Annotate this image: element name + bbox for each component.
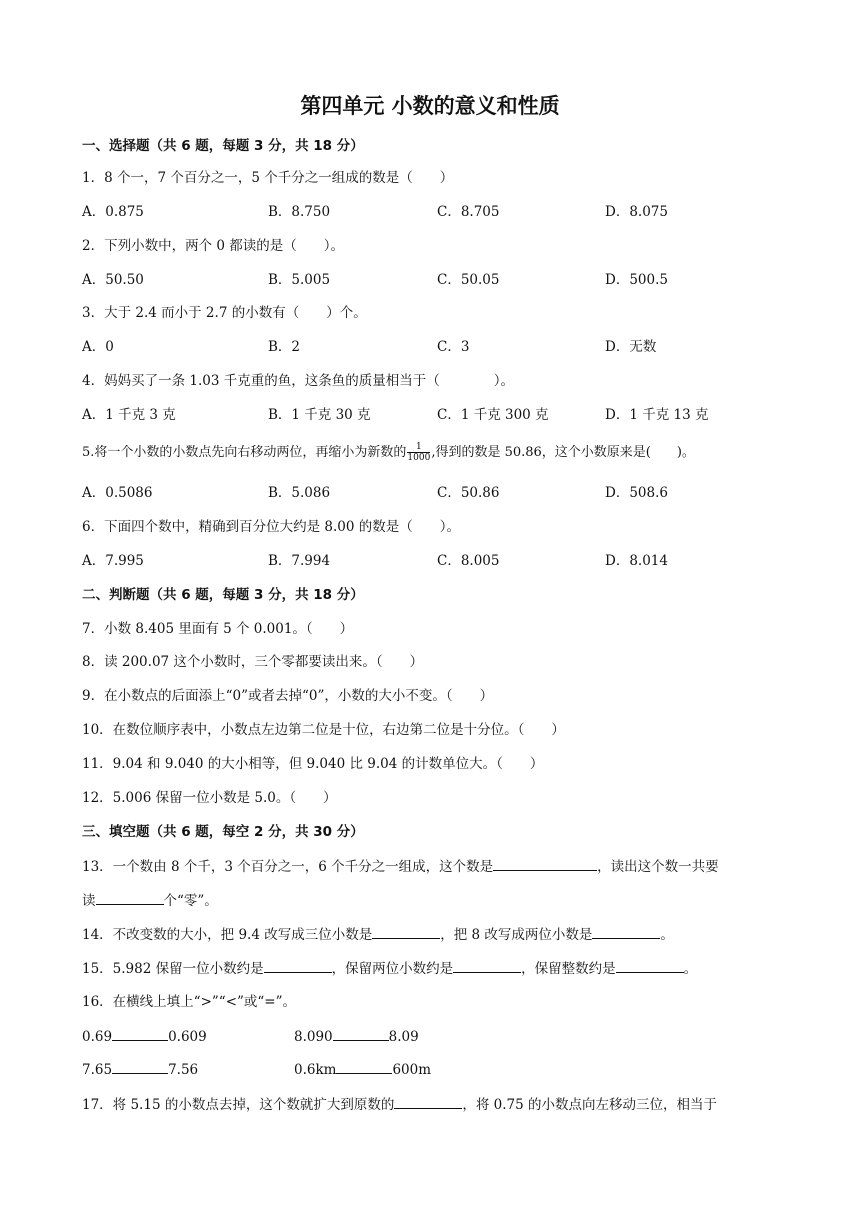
question-3: 3．大于 2.4 而小于 2.7 的小数有（ ）个。 (82, 305, 367, 321)
option-c: C．8.705 (437, 204, 500, 220)
question-17-text: ，将 0.75 的小数点向左移动三位，相当于 (462, 1097, 717, 1113)
question-17 (82, 1094, 717, 1115)
option-c: C．8.005 (437, 553, 500, 569)
page-title: 第四单元 小数的意义和性质 (300, 94, 560, 118)
compare-item (294, 1026, 419, 1047)
option-a: A．0 (82, 339, 114, 355)
answer-blank[interactable] (333, 1026, 389, 1041)
question-5 (82, 442, 695, 463)
option-a: A．7.995 (82, 553, 144, 569)
compare-right: 0.609 (168, 1029, 207, 1045)
question-10: 10．在数位顺序表中，小数点左边第二位是十位，右边第二位是十分位。（ ） (82, 722, 565, 738)
question-4: 4．妈妈买了一条 1.03 千克重的鱼，这条鱼的质量相当于（ ）。 (82, 373, 514, 389)
compare-item (294, 1059, 431, 1080)
option-d: D．500.5 (605, 272, 668, 288)
section-heading-fill: 三、填空题（共 6 题，每空 2 分，共 30 分） (82, 824, 364, 840)
question-15-text: 15．5.982 保留一位小数约是 (82, 961, 264, 977)
option-a: A．0.5086 (82, 485, 153, 501)
question-13-text: 13．一个数由 8 个千，3 个百分之一，6 个千分之一组成，这个数是 (82, 859, 494, 875)
question-15-text: ，保留整数约是 (521, 961, 616, 977)
compare-item (82, 1026, 207, 1047)
option-b: B．7.994 (268, 553, 331, 569)
question-6: 6．下面四个数中，精确到百分位大约是 8.00 的数是（ ）。 (82, 519, 460, 535)
question-12: 12．5.006 保留一位小数是 5.0。（ ） (82, 790, 337, 806)
question-14 (82, 924, 674, 945)
compare-left: 7.65 (82, 1062, 113, 1078)
question-13-continued (82, 890, 218, 911)
option-d: D．508.6 (605, 485, 668, 501)
question-8: 8．读 200.07 这个小数时，三个零都要读出来。（ ） (82, 654, 424, 670)
section-heading-judge: 二、判断题（共 6 题，每题 3 分，共 18 分） (82, 587, 364, 603)
answer-blank[interactable] (372, 924, 440, 939)
answer-blank[interactable] (112, 1026, 168, 1041)
option-c: C．3 (437, 339, 470, 355)
question-14-text: 14．不改变数的大小，把 9.4 改写成三位小数是 (82, 927, 373, 943)
question-15-text: ，保留两位小数约是 (331, 961, 454, 977)
question-1: 1．8 个一，7 个百分之一，5 个千分之一组成的数是（ ） (82, 170, 454, 186)
fraction-denominator: 1000 (407, 453, 431, 463)
question-13-text: ，读出这个数一共要 (597, 859, 719, 875)
option-b: B．5.086 (268, 485, 331, 501)
compare-right: 7.56 (168, 1062, 199, 1078)
compare-right: 600m (392, 1062, 432, 1078)
option-a: A．50.50 (82, 272, 144, 288)
question-2: 2．下列小数中，两个 0 都读的是（ ）。 (82, 238, 345, 254)
answer-blank[interactable] (112, 1059, 168, 1074)
question-13-text: 个“零”。 (163, 893, 218, 909)
option-c: C．1 千克 300 克 (437, 407, 549, 423)
option-b: B．5.005 (268, 272, 331, 288)
option-d: D．1 千克 13 克 (605, 407, 709, 423)
fraction-numerator: 1 (407, 442, 430, 453)
option-b: B．8.750 (268, 204, 331, 220)
question-5-text-after: ,得到的数是 50.86，这个小数原来是( )。 (431, 445, 695, 460)
answer-blank[interactable] (336, 1059, 392, 1074)
question-7: 7．小数 8.405 里面有 5 个 0.001。（ ） (82, 621, 354, 637)
compare-item (82, 1059, 198, 1080)
question-11: 11．9.04 和 9.040 的大小相等，但 9.040 比 9.04 的计数单位大。（ ） (82, 756, 544, 772)
answer-blank[interactable] (264, 958, 332, 973)
option-a: A．1 千克 3 克 (82, 407, 176, 423)
answer-blank[interactable] (616, 958, 684, 973)
option-d: D．无数 (605, 339, 657, 355)
option-a: A．0.875 (82, 204, 144, 220)
question-9: 9．在小数点的后面添上“0”或者去掉“0”，小数的大小不变。（ ） (82, 688, 494, 704)
answer-blank[interactable] (592, 924, 660, 939)
answer-blank[interactable] (394, 1094, 462, 1109)
question-14-text: 。 (660, 927, 674, 943)
question-17-text: 17．将 5.15 的小数点去掉，这个数就扩大到原数的 (82, 1097, 395, 1113)
compare-left: 0.6km (294, 1062, 337, 1078)
option-b: B．1 千克 30 克 (268, 407, 371, 423)
question-16: 16．在横线上填上“>”“<”或“=”。 (82, 994, 297, 1010)
option-c: C．50.86 (437, 485, 500, 501)
question-13-text: 读 (82, 893, 96, 909)
question-14-text: ，把 8 改写成两位小数是 (440, 927, 593, 943)
section-heading-choice: 一、选择题（共 6 题，每题 3 分，共 18 分） (82, 138, 364, 154)
question-5-text-before: 5.将一个小数的小数点先向右移动两位，再缩小为新数的 (82, 445, 407, 460)
option-d: D．8.075 (605, 204, 668, 220)
option-d: D．8.014 (605, 553, 668, 569)
compare-left: 8.090 (294, 1029, 333, 1045)
question-15 (82, 958, 697, 979)
question-13 (82, 856, 719, 877)
option-b: B．2 (268, 339, 301, 355)
answer-blank[interactable] (493, 856, 597, 871)
compare-left: 0.69 (82, 1029, 113, 1045)
question-15-text: 。 (683, 961, 698, 977)
option-c: C．50.05 (437, 272, 500, 288)
fraction (407, 442, 430, 463)
answer-blank[interactable] (453, 958, 521, 973)
answer-blank[interactable] (96, 890, 164, 905)
compare-right: 8.09 (388, 1029, 419, 1045)
